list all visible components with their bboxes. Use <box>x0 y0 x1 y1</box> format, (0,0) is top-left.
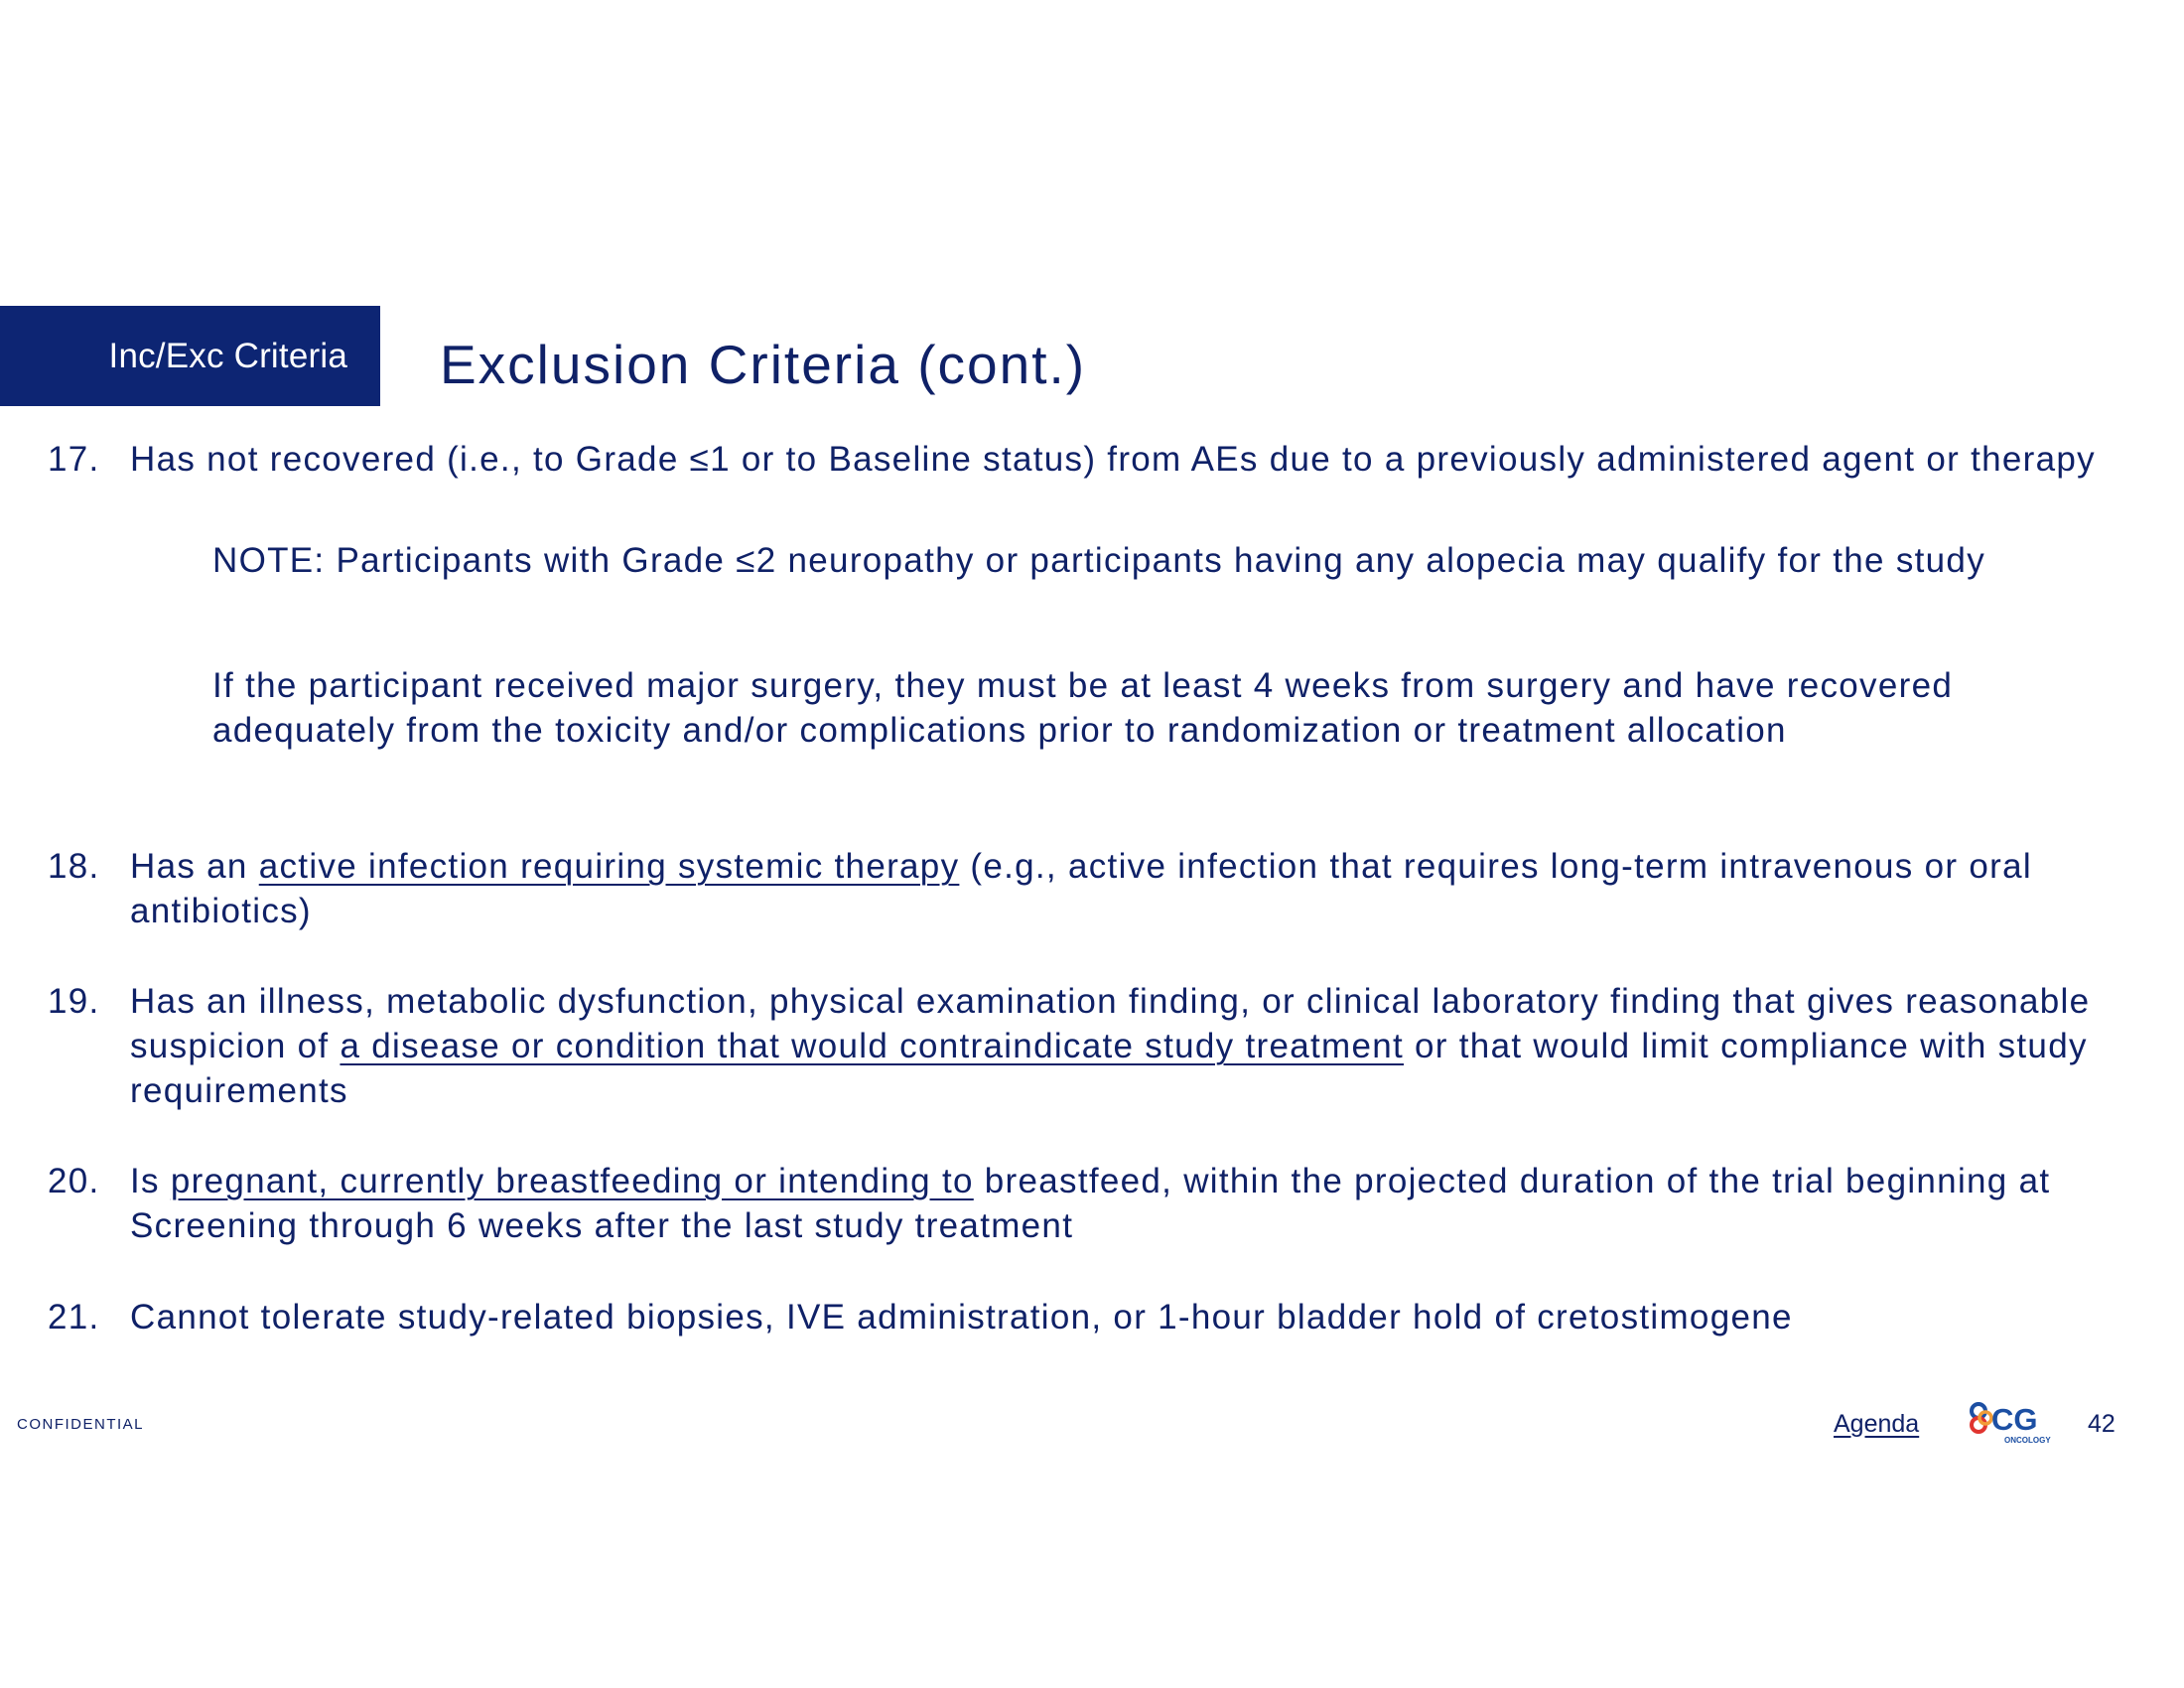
logo-text: CG <box>1991 1402 2038 1437</box>
criterion-text-post: or that would limit compliance with study requirements <box>130 1027 2088 1110</box>
criterion-text-pre: Is <box>130 1162 171 1200</box>
criterion-text-pre: Has an illness, metabolic dysfunction, physical examination finding, or clinical laboratory finding that gives reasonable suspicion of <box>130 982 2091 1065</box>
cg-oncology-logo <box>1968 1401 2063 1447</box>
criterion-17-surgery-note: If the participant received major surgery, they must be at least 4 weeks from surgery and have recovered adequately from the toxicity and/or complications prior to randomization or treatment allocation <box>212 666 1954 750</box>
criterion-number: 21. <box>48 1298 100 1336</box>
criterion-text-post: breastfeed, within the projected duration of the trial beginning at Screening through 6 weeks after the last study treatment <box>130 1162 2051 1245</box>
section-tag-label: Inc/Exc Criteria <box>108 336 347 375</box>
criterion-text: Cannot tolerate study-related biopsies, IVE administration, or 1-hour bladder hold of cretostimogene <box>130 1298 1793 1336</box>
criterion-number: 20. <box>48 1162 100 1200</box>
criterion-number: 19. <box>48 982 100 1021</box>
page-number: 42 <box>2088 1410 2116 1438</box>
page-title: Exclusion Criteria (cont.) <box>440 334 1087 395</box>
criterion-18 <box>48 844 2142 933</box>
criterion-text <box>130 979 2142 1113</box>
criterion-text <box>130 1159 2142 1248</box>
criterion-17 <box>48 437 2142 482</box>
logo-subtext: ONCOLOGY <box>2004 1436 2051 1445</box>
criterion-19 <box>48 979 2142 1113</box>
criterion-17-note: NOTE: Participants with Grade ≤2 neuropathy or participants having any alopecia may qualify for the study <box>212 541 1985 580</box>
criterion-text <box>130 844 2142 933</box>
criterion-emphasis: a disease or condition that would contraindicate study treatment <box>340 1027 1405 1065</box>
criterion-text-pre: Has an <box>130 847 259 886</box>
criterion-number: 18. <box>48 847 100 886</box>
criterion-20 <box>48 1159 2142 1248</box>
agenda-link[interactable]: Agenda <box>1834 1410 1920 1438</box>
criterion-emphasis: active infection requiring systemic therapy <box>258 847 960 886</box>
criterion-text-post: (e.g., active infection that requires long-term intravenous or oral antibiotics) <box>130 847 2032 930</box>
criterion-text: Has not recovered (i.e., to Grade ≤1 or to Baseline status) from AEs due to a previously administered agent or therapy <box>130 440 2096 479</box>
cg-oncology-logo-mark <box>1968 1401 2063 1447</box>
criterion-21 <box>48 1295 2142 1339</box>
criterion-emphasis: pregnant, currently breastfeeding or intending to <box>170 1162 974 1200</box>
confidential-label: CONFIDENTIAL <box>17 1416 145 1433</box>
criterion-number: 17. <box>48 440 100 479</box>
